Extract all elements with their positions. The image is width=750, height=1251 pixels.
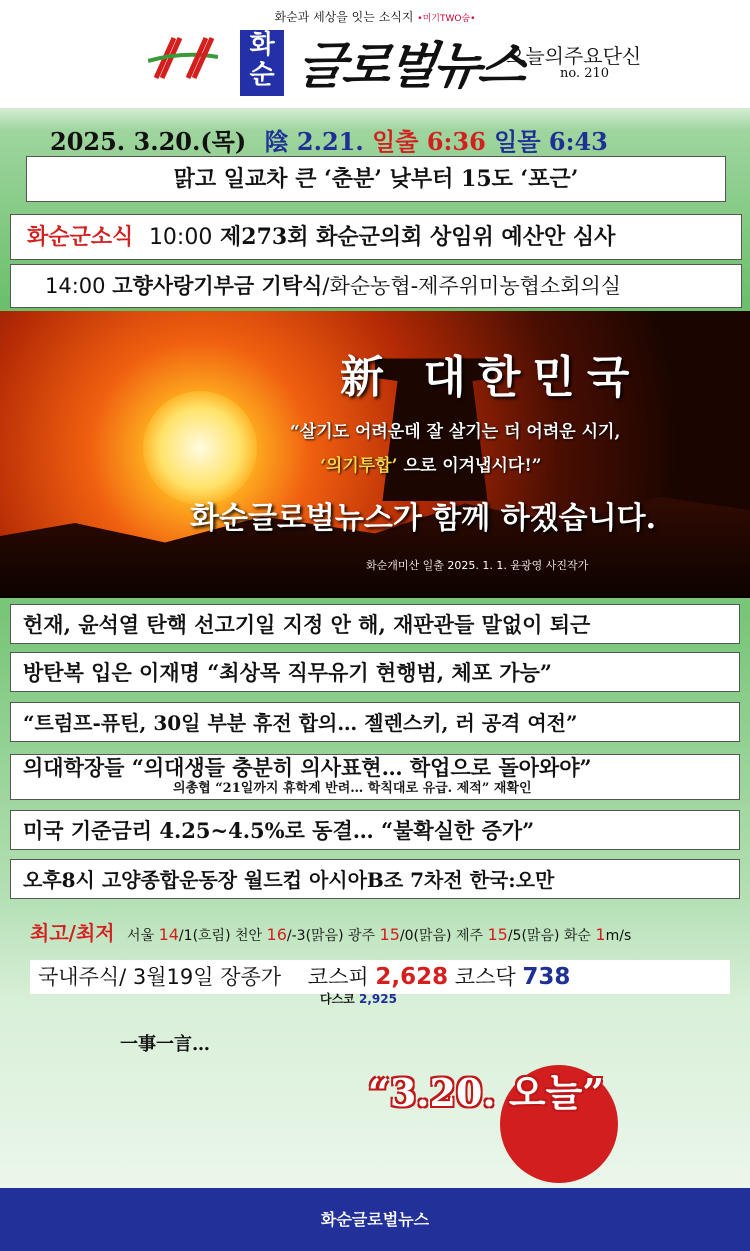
one-word-label: 一事一言… [120, 1034, 210, 1055]
banner-title: 新 대한민국 [340, 352, 642, 403]
banner-quote-1: “살기도 어려운데 잘 살기는 더 어려운 시기, [290, 422, 621, 442]
logo-script: 글로벌뉴스 [293, 36, 529, 95]
headline-6[interactable]: 오후8시 고양종합운동장 월드컵 아시아B조 7차전 한국:오만 [10, 859, 740, 899]
lunar-date: 陰 2.21. [264, 127, 364, 156]
banner-quote-2: ‘의기투합’ 으로 이겨냅시다!” [320, 456, 542, 476]
sunrise-photo-banner [0, 311, 750, 598]
section-label: 오늘의주요단신 [506, 44, 642, 68]
headline-3[interactable]: “트럼프-퓨틴, 30일 부분 휴전 합의… 젤렌스키, 러 공격 여전” [10, 702, 740, 742]
nasdaq: 다스코 2,925 [320, 992, 397, 1006]
banner-slogan: 화순글로벌뉴스가 함께 하겠습니다. [190, 501, 657, 536]
county-news-item-2[interactable]: 14:00 고향사랑기부금 기탁식/화순농협-제주위미농협소회의실 [10, 264, 742, 308]
logo-mark [148, 33, 218, 83]
issue-number: no. 210 [560, 66, 610, 81]
county-news-label: 화순군소식 [27, 224, 134, 250]
kosdaq-value: 738 [522, 964, 571, 990]
one-word-quote: “3.20. 오늘” [368, 1070, 605, 1115]
stock-bar: 국내주식/ 3월19일 장종가 코스피 2,628 코스닥 738 [30, 960, 730, 994]
date-bar [50, 122, 608, 157]
temperature-row: 최고/최저 서울 14/1(흐림) 천안 16/-3(맑음) 광주 15/0(맑음) 제주 15/5(맑음) 화순 1m/s [30, 921, 632, 945]
county-news-item-1[interactable]: 화순군소식 10:00 제273회 화순군의회 상임위 예산안 심사 [10, 214, 742, 260]
headline-1[interactable]: 헌재, 윤석열 탄핵 선고기일 지정 안 해, 재판관들 말없이 퇴근 [10, 604, 740, 644]
photo-credit: 화순개미산 일출 2025. 1. 1. 윤광영 사진작가 [366, 559, 589, 572]
logo-box: 화순 [240, 30, 284, 96]
sun-graphic [143, 391, 257, 505]
sunrise: 일출 6:36 [372, 127, 486, 156]
weather-headline[interactable]: 맑고 일교차 큰 ‘춘분’ 낮부터 15도 ‘포근’ [26, 156, 726, 202]
headline-4[interactable]: 의대학장들 “의대생들 충분히 의사표현… 학업으로 돌아와야” 의총협 “21일까지 휴학계 반려… 학칙대로 유급. 제적” 재확인 [10, 754, 740, 800]
masthead-tagline: 화순과 세상을 잇는 소식지 •미기TWO숨• [274, 10, 476, 24]
headline-5[interactable]: 미국 기준금리 4.25~4.5%로 동결… “불확실한 증가” [10, 810, 740, 850]
headline-2[interactable]: 방탄복 입은 이재명 “최상목 직무유기 현행범, 체포 가능” [10, 652, 740, 692]
date: 2025. 3.20.(목) [50, 127, 247, 156]
footer: 화순글로벌뉴스 [0, 1188, 750, 1251]
kospi-value: 2,628 [375, 964, 449, 990]
sunset: 일몰 6:43 [494, 127, 608, 156]
